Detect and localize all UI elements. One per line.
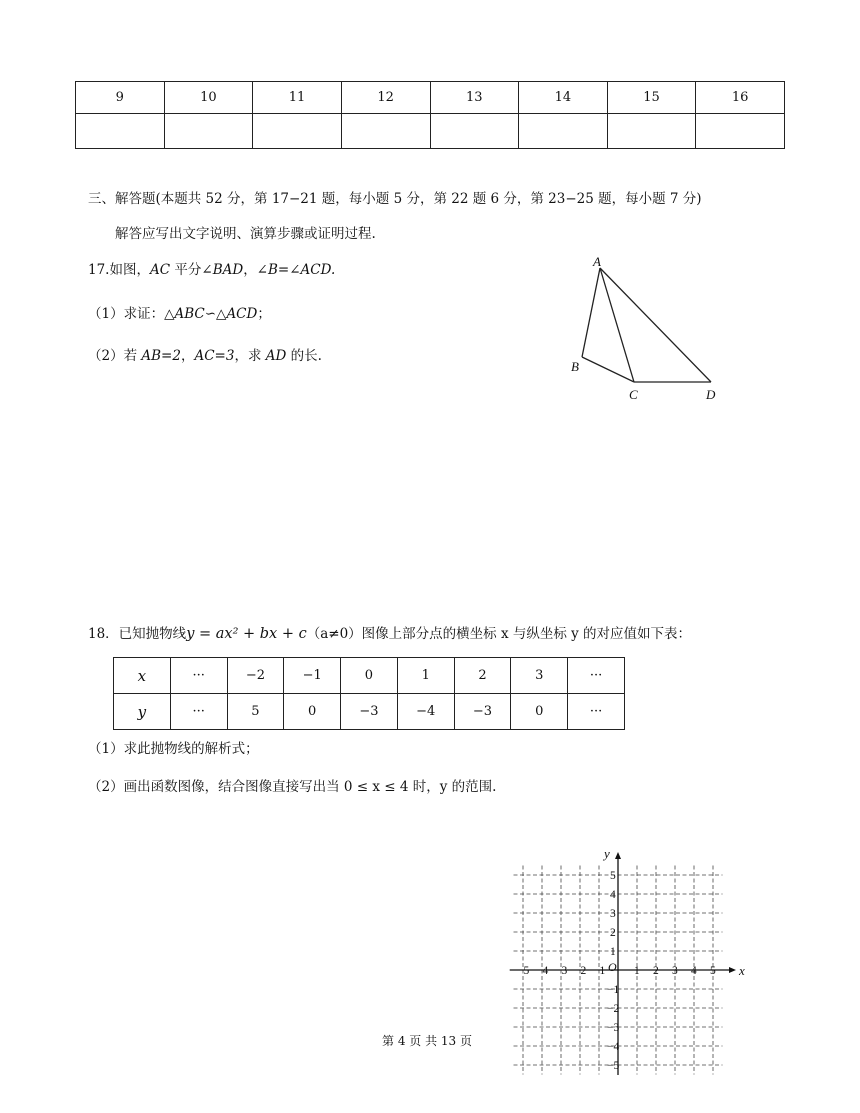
answer-number: 16: [696, 82, 785, 114]
coordinate-grid[interactable]: [505, 845, 755, 1075]
y-tick-label: −2: [607, 1003, 620, 1015]
x-tick-label: 1: [634, 965, 640, 977]
section-instruction: 解答应写出文字说明、演算步骤或证明过程.: [115, 226, 376, 242]
q17-part2: （2）若 AB=2，AC=3，求 AD 的长.: [88, 348, 322, 364]
x-value: 3: [511, 658, 568, 694]
q17-stem: 17.如图，AC 平分∠BAD，∠B=∠ACD.: [88, 262, 336, 278]
point-label-d: D: [706, 387, 716, 402]
point-label-a: A: [593, 254, 601, 269]
answer-table: [75, 81, 785, 149]
x-tick-label: −5: [517, 965, 530, 977]
x-tick-label: 4: [691, 965, 697, 977]
y-header: y: [114, 694, 171, 730]
x-value: ···: [170, 658, 227, 694]
y-tick-label: −1: [607, 984, 620, 996]
x-tick-label: −1: [593, 965, 606, 977]
x-header: x: [114, 658, 171, 694]
x-tick-label: 2: [653, 965, 659, 977]
page-footer: 第 4 页 共 13 页: [382, 1034, 472, 1048]
answer-cell[interactable]: [164, 114, 253, 149]
y-tick-label: −4: [607, 1041, 620, 1053]
y-value: 0: [284, 694, 341, 730]
y-value: ···: [170, 694, 227, 730]
x-value: 1: [397, 658, 454, 694]
answer-number: 12: [341, 82, 430, 114]
answer-number: 9: [76, 82, 165, 114]
q18-part2: （2）画出函数图像，结合图像直接写出当 0 ≤ x ≤ 4 时，y 的范围.: [88, 779, 497, 795]
x-value: −2: [227, 658, 284, 694]
x-value: 2: [454, 658, 511, 694]
origin-label: O: [608, 960, 617, 974]
x-tick-label: −4: [536, 965, 549, 977]
point-label-b: B: [571, 359, 579, 374]
q18-part1: （1）求此抛物线的解析式；: [88, 741, 259, 757]
y-tick-label: 2: [610, 927, 616, 939]
answer-cell[interactable]: [607, 114, 696, 149]
y-axis-arrow-icon: [615, 852, 621, 859]
answer-number: 11: [253, 82, 342, 114]
answer-cell[interactable]: [253, 114, 342, 149]
answer-cell[interactable]: [341, 114, 430, 149]
triangle-figure: [560, 250, 730, 410]
answer-cell[interactable]: [519, 114, 608, 149]
answer-number: 10: [164, 82, 253, 114]
answer-number: 14: [519, 82, 608, 114]
q18-stem: 18．已知抛物线y = ax² + bx + c（a≠0）图像上部分点的横坐标 x 与纵坐标 y 的对应值如下表：: [88, 626, 692, 642]
y-value: 0: [511, 694, 568, 730]
y-value: −3: [341, 694, 398, 730]
y-tick-label: 5: [610, 870, 616, 882]
answer-cell[interactable]: [696, 114, 785, 149]
answer-cell[interactable]: [76, 114, 165, 149]
y-value: −3: [454, 694, 511, 730]
x-value: −1: [284, 658, 341, 694]
q18-value-table: [113, 657, 625, 730]
x-tick-label: 3: [672, 965, 678, 977]
point-label-c: C: [629, 387, 638, 402]
answer-cell[interactable]: [430, 114, 519, 149]
section-heading: 三、解答题(本题共 52 分，第 17−21 题，每小题 5 分，第 22 题 6 分，第 23−25 题，每小题 7 分): [88, 191, 702, 207]
q17-part1: （1）求证：△ABC∽△ACD；: [88, 306, 271, 322]
x-tick-label: −2: [574, 965, 587, 977]
y-tick-label: 4: [610, 889, 616, 901]
x-value: 0: [341, 658, 398, 694]
y-tick-label: −5: [607, 1060, 620, 1072]
x-value: ···: [568, 658, 625, 694]
x-tick-label: 5: [710, 965, 716, 977]
y-value: ···: [568, 694, 625, 730]
segment-bc: [582, 357, 634, 382]
segment-ab: [582, 268, 600, 357]
y-axis-label: y: [604, 846, 610, 861]
y-tick-label: −3: [607, 1022, 620, 1034]
x-axis-label: x: [739, 963, 745, 978]
y-tick-label: 3: [610, 908, 616, 920]
answer-number: 15: [607, 82, 696, 114]
y-tick-label: 1: [610, 946, 616, 958]
answer-number: 13: [430, 82, 519, 114]
y-value: −4: [397, 694, 454, 730]
x-tick-label: −3: [555, 965, 568, 977]
y-value: 5: [227, 694, 284, 730]
x-axis-arrow-icon: [729, 967, 736, 973]
